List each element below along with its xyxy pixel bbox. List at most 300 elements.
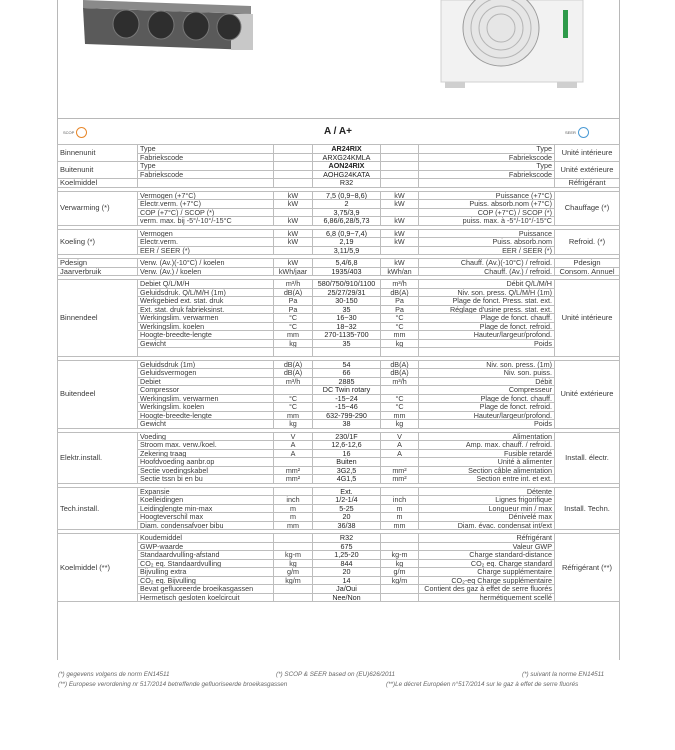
spec-label: Werkingslim. koelen xyxy=(138,403,274,412)
table-row xyxy=(58,208,620,217)
spec-value: ARXG24KMLA xyxy=(313,153,381,162)
table-row xyxy=(58,145,620,154)
spec-unit: m³/h xyxy=(274,280,313,289)
spec-unit: kg-m xyxy=(274,551,313,560)
section-label-fr: Unité intérieure xyxy=(555,145,620,162)
table-row xyxy=(58,179,620,188)
table-row xyxy=(58,542,620,551)
spec-label-fr: Section entre int. et ext. xyxy=(419,475,555,484)
spec-label: GWP-waarde xyxy=(138,542,274,551)
table-row xyxy=(58,411,620,420)
spec-label-fr: Poids xyxy=(419,339,555,348)
spec-label-fr: Diam. évac. condensat int/ext xyxy=(419,521,555,530)
table-row xyxy=(58,559,620,568)
table-row xyxy=(58,394,620,403)
spec-unit: Pa xyxy=(274,305,313,314)
section-label: Buitendeel xyxy=(58,360,138,428)
spec-value: 4G1,5 xyxy=(313,475,381,484)
spec-unit xyxy=(274,585,313,594)
section-label: Koelmiddel (**) xyxy=(58,534,138,602)
table-row xyxy=(58,513,620,522)
spec-unit: inch xyxy=(274,496,313,505)
spec-label: Debiet Q/L/M/H xyxy=(138,280,274,289)
spec-unit: kg xyxy=(274,559,313,568)
spec-unit-fr: dB(A) xyxy=(381,288,419,297)
spec-label: Type xyxy=(138,162,274,171)
spec-value: 36/38 xyxy=(313,521,381,530)
spec-label-fr: Puiss. absorb.nom (+7°C) xyxy=(419,200,555,209)
spec-label: Sectie voedingskabel xyxy=(138,466,274,475)
spec-value: 675 xyxy=(313,542,381,551)
spec-value: 1935/403 xyxy=(313,267,381,276)
spec-value: 35 xyxy=(313,339,381,348)
spec-unit xyxy=(274,542,313,551)
spec-unit xyxy=(274,348,313,357)
spec-label: CO₂ eq. Standaardvulling xyxy=(138,559,274,568)
spec-value: 1,25-20 xyxy=(313,551,381,560)
table-row xyxy=(58,162,620,171)
spec-label: COP (+7°C) / SCOP (*) xyxy=(138,208,274,217)
spec-unit-fr xyxy=(381,487,419,496)
footnote-nl-1: (*) gegevens volgens de norm EN14511 xyxy=(58,671,170,678)
spec-label-fr: hermétiquement scellé xyxy=(419,593,555,602)
spec-value: 14 xyxy=(313,576,381,585)
spec-unit-fr xyxy=(381,348,419,357)
table-row xyxy=(58,238,620,247)
spec-unit-fr: kW xyxy=(381,191,419,200)
spec-label-fr: Type xyxy=(419,162,555,171)
spec-unit xyxy=(274,145,313,154)
section-label: Tech.install. xyxy=(58,487,138,530)
section-label-fr: Refroid. (*) xyxy=(555,229,620,255)
spec-label: Vermogen xyxy=(138,229,274,238)
spec-label: Leidinglengte min-max xyxy=(138,504,274,513)
spec-label-fr xyxy=(419,179,555,188)
spec-label-fr: Section câble alimentation xyxy=(419,466,555,475)
spec-unit: kW xyxy=(274,238,313,247)
table-row xyxy=(58,458,620,467)
section-label: Elektr.install. xyxy=(58,432,138,483)
spec-unit xyxy=(274,246,313,255)
spec-label-fr xyxy=(419,348,555,357)
spec-unit xyxy=(274,153,313,162)
spec-label-fr: Fabriekscode xyxy=(419,170,555,179)
spec-label xyxy=(138,348,274,357)
spec-label-fr: Unité à alimenter xyxy=(419,458,555,467)
spec-label-fr: Compresseur xyxy=(419,386,555,395)
spec-label: Hoogteverschil max xyxy=(138,513,274,522)
table-row xyxy=(58,403,620,412)
section-label: Pdesign xyxy=(58,259,138,268)
spec-label: Fabriekscode xyxy=(138,170,274,179)
spec-unit-fr: m³/h xyxy=(381,377,419,386)
spec-unit: kW xyxy=(274,200,313,209)
spec-value: 16~30 xyxy=(313,314,381,323)
spec-unit-fr: dB(A) xyxy=(381,360,419,369)
spec-label-fr: puiss. max. à -5°/-10°/-15°C xyxy=(419,217,555,226)
spec-label-fr: Niv. son. press. Q/L/M/H (1m) xyxy=(419,288,555,297)
table-row xyxy=(58,297,620,306)
spec-label: Electr.verm. xyxy=(138,238,274,247)
spec-value: 2885 xyxy=(313,377,381,386)
spec-label: Hermetisch gesloten koelcircuit xyxy=(138,593,274,602)
spec-label: Werkingslim. verwarmen xyxy=(138,394,274,403)
spec-value: 66 xyxy=(313,369,381,378)
spec-label xyxy=(138,179,274,188)
spec-unit-fr: mm xyxy=(381,521,419,530)
spec-label-fr: Chauff. (Av.) / refroid. xyxy=(419,267,555,276)
table-row xyxy=(58,521,620,530)
spec-value: 16 xyxy=(313,449,381,458)
section-label-fr: Unité intérieure xyxy=(555,280,620,357)
spec-value: 12,6-12,6 xyxy=(313,441,381,450)
spec-unit xyxy=(274,534,313,543)
spec-unit-fr xyxy=(381,458,419,467)
spec-label: Werkgebied ext. stat. druk xyxy=(138,297,274,306)
section-label: Koeling (*) xyxy=(58,229,138,255)
spec-value: 5-25 xyxy=(313,504,381,513)
spec-label-fr: Niv. son. puiss. xyxy=(419,369,555,378)
table-row xyxy=(58,305,620,314)
spec-unit-fr: inch xyxy=(381,496,419,505)
spec-unit-fr xyxy=(381,170,419,179)
spec-value: 270-1135-700 xyxy=(313,331,381,340)
spec-label-fr: Fabriekscode xyxy=(419,153,555,162)
spec-unit-fr xyxy=(381,153,419,162)
spec-unit-fr: V xyxy=(381,432,419,441)
spec-label-fr: Charge standard-distance xyxy=(419,551,555,560)
section-label-fr: Chauffage (*) xyxy=(555,191,620,225)
spec-unit-fr: kg xyxy=(381,559,419,568)
spec-label: Debiet xyxy=(138,377,274,386)
spec-label-fr: Puiss. absorb.nom xyxy=(419,238,555,247)
spec-value: 632-799-290 xyxy=(313,411,381,420)
spec-unit: dB(A) xyxy=(274,288,313,297)
spec-label-fr: Niv. son. press. (1m) xyxy=(419,360,555,369)
section-label: Binnendeel xyxy=(58,280,138,357)
spec-label: verm. max. bij -5°/-10°/-15°C xyxy=(138,217,274,226)
spec-unit-fr: kW xyxy=(381,238,419,247)
spec-unit-fr: °C xyxy=(381,403,419,412)
spec-unit-fr: kW xyxy=(381,259,419,268)
spec-unit xyxy=(274,386,313,395)
table-row xyxy=(58,191,620,200)
spec-unit-fr xyxy=(381,179,419,188)
spec-unit-fr: kg xyxy=(381,339,419,348)
section-label-fr: Réfrigérant xyxy=(555,179,620,188)
spec-unit: g/m xyxy=(274,568,313,577)
spec-label-fr: Puissance xyxy=(419,229,555,238)
spec-unit-fr xyxy=(381,534,419,543)
spec-unit-fr: m xyxy=(381,513,419,522)
table-row xyxy=(58,170,620,179)
table-row xyxy=(58,246,620,255)
table-row xyxy=(58,487,620,496)
section-label-fr: Install. Techn. xyxy=(555,487,620,530)
footnote-fr-2: (**)Le décret Européen n°517/2014 sur le gaz à effet de serre fluorés xyxy=(386,681,579,688)
spec-value: 5,4/6,8 xyxy=(313,259,381,268)
spec-value: Ext. xyxy=(313,487,381,496)
table-row xyxy=(58,386,620,395)
spec-label-fr: Réfrigérant xyxy=(419,534,555,543)
spec-unit-fr: kW xyxy=(381,217,419,226)
spec-label-fr: Valeur GWP xyxy=(419,542,555,551)
table-row xyxy=(58,322,620,331)
spec-value: 580/750/910/1100 xyxy=(313,280,381,289)
spec-unit: °C xyxy=(274,322,313,331)
spec-unit-fr: kg xyxy=(381,420,419,429)
table-row xyxy=(58,377,620,386)
footnote-fr-1: (*) suivant la norme EN14511 xyxy=(522,671,605,678)
spec-value: Buiten xyxy=(313,458,381,467)
spec-unit-fr: mm xyxy=(381,411,419,420)
spec-value: 18~32 xyxy=(313,322,381,331)
spec-unit: V xyxy=(274,432,313,441)
spec-unit-fr: °C xyxy=(381,322,419,331)
spec-unit: mm xyxy=(274,521,313,530)
spec-label: Type xyxy=(138,145,274,154)
spec-label: Ext. stat. druk fabrieksinst. xyxy=(138,305,274,314)
section-label: Koelmiddel xyxy=(58,179,138,188)
spec-unit-fr: A xyxy=(381,441,419,450)
spec-label-fr: Lignes frigorifique xyxy=(419,496,555,505)
table-row xyxy=(58,593,620,602)
spec-label: Hoogte-breedte-lengte xyxy=(138,411,274,420)
seer-logo: SEER xyxy=(565,127,589,138)
section-label-fr: Consom. Annuel xyxy=(555,267,620,276)
spec-unit: kg xyxy=(274,420,313,429)
spec-value: 20 xyxy=(313,568,381,577)
table-row xyxy=(58,551,620,560)
table-row xyxy=(58,441,620,450)
spec-value: -15~24 xyxy=(313,394,381,403)
scop-logo: SCOP xyxy=(63,127,87,138)
spec-label: Geluidsdruk (1m) xyxy=(138,360,274,369)
spec-unit: kW xyxy=(274,259,313,268)
table-row xyxy=(58,420,620,429)
spec-unit: mm xyxy=(274,411,313,420)
table-row xyxy=(58,280,620,289)
spec-value: 1/2-1/4 xyxy=(313,496,381,505)
spec-unit-fr: Pa xyxy=(381,305,419,314)
spec-label-fr: Débit xyxy=(419,377,555,386)
spec-unit: °C xyxy=(274,394,313,403)
spec-value: 844 xyxy=(313,559,381,568)
table-row xyxy=(58,534,620,543)
spec-label: Koelleidingen xyxy=(138,496,274,505)
spec-unit-fr: g/m xyxy=(381,568,419,577)
spec-label-fr: CO₂ eq. Charge standard xyxy=(419,559,555,568)
table-row xyxy=(58,449,620,458)
spec-label-fr: Plage de fonct. refroid. xyxy=(419,403,555,412)
seer-icon xyxy=(578,127,589,138)
spec-value: 54 xyxy=(313,360,381,369)
table-row xyxy=(58,475,620,484)
spec-unit-fr: kg/m xyxy=(381,576,419,585)
section-label-fr: Install. électr. xyxy=(555,432,620,483)
spec-unit-fr xyxy=(381,145,419,154)
spec-unit: m xyxy=(274,504,313,513)
section-label: Jaarverbruik xyxy=(58,267,138,276)
spec-label-fr: Détente xyxy=(419,487,555,496)
spec-label-fr: Amp. max. chauff. / refroid. xyxy=(419,441,555,450)
spec-value: 2 xyxy=(313,200,381,209)
spec-label: Gewicht xyxy=(138,420,274,429)
spec-value: 2,19 xyxy=(313,238,381,247)
table-row xyxy=(58,267,620,276)
spec-unit: °C xyxy=(274,314,313,323)
spec-unit-fr: °C xyxy=(381,394,419,403)
spec-unit: mm² xyxy=(274,475,313,484)
spec-label-fr: Plage de fonct. Press. stat. ext. xyxy=(419,297,555,306)
spec-label: Stroom max. verw./koel. xyxy=(138,441,274,450)
spec-label: Expansie xyxy=(138,487,274,496)
spec-unit: kW xyxy=(274,191,313,200)
table-row xyxy=(58,568,620,577)
spec-label-fr: Débit Q/L/M/H xyxy=(419,280,555,289)
spec-unit: m xyxy=(274,513,313,522)
spec-unit-fr: m xyxy=(381,504,419,513)
spec-unit xyxy=(274,179,313,188)
spec-unit: dB(A) xyxy=(274,360,313,369)
spec-unit xyxy=(274,208,313,217)
spec-unit: °C xyxy=(274,403,313,412)
spec-unit-fr: kW xyxy=(381,200,419,209)
table-row xyxy=(58,339,620,348)
spec-unit xyxy=(274,487,313,496)
table-row xyxy=(58,153,620,162)
spec-value: DC Twin rotary xyxy=(313,386,381,395)
spec-label: Compressor xyxy=(138,386,274,395)
spec-unit-fr: kg-m xyxy=(381,551,419,560)
table-row xyxy=(58,331,620,340)
spec-value: 7,5 (0,9~8,6) xyxy=(313,191,381,200)
spec-label-fr: Charge supplémentaire xyxy=(419,568,555,577)
spec-label-fr: Longueur min / max xyxy=(419,504,555,513)
spec-unit: kW xyxy=(274,229,313,238)
spec-label: CO₂ eq. Bijvulling xyxy=(138,576,274,585)
section-label: Verwarming (*) xyxy=(58,191,138,225)
spec-unit-fr xyxy=(381,593,419,602)
spec-unit-fr: kW xyxy=(381,229,419,238)
spec-value: 3G2,5 xyxy=(313,466,381,475)
spec-label-fr: Fusible retardé xyxy=(419,449,555,458)
spec-value: 35 xyxy=(313,305,381,314)
spec-unit: kWh/jaar xyxy=(274,267,313,276)
spec-value: Ja/Oui xyxy=(313,585,381,594)
outdoor-unit-image xyxy=(439,0,587,88)
spec-label-fr: Type xyxy=(419,145,555,154)
spec-value: AOHG24KATA xyxy=(313,170,381,179)
spec-value: R32 xyxy=(313,179,381,188)
footnote-scop: (*) SCOP & SEER based on (EU)626/2011 xyxy=(276,671,395,678)
spec-value: AR24RIX xyxy=(313,145,381,154)
section-label-fr: Unité extérieure xyxy=(555,360,620,428)
spec-unit: A xyxy=(274,441,313,450)
energy-class-title: A / A+ xyxy=(324,126,352,137)
spec-unit xyxy=(274,170,313,179)
spec-value: 6,86/6,28/5,73 xyxy=(313,217,381,226)
spec-unit-fr xyxy=(381,246,419,255)
spec-value: 30-150 xyxy=(313,297,381,306)
spec-label-fr: Plage de fonct. chauff. xyxy=(419,394,555,403)
table-row xyxy=(58,369,620,378)
table-row xyxy=(58,217,620,226)
spec-label: Geluidsvermogen xyxy=(138,369,274,378)
spec-label-fr: Puissance (+7°C) xyxy=(419,191,555,200)
spec-unit: mm xyxy=(274,331,313,340)
spec-label: Koudemiddel xyxy=(138,534,274,543)
spec-label-fr: Hauteur/largeur/profond. xyxy=(419,411,555,420)
spec-unit-fr: °C xyxy=(381,314,419,323)
spec-unit-fr xyxy=(381,386,419,395)
spec-value: 38 xyxy=(313,420,381,429)
spec-label: EER / SEER (*) xyxy=(138,246,274,255)
spec-unit-fr xyxy=(381,208,419,217)
spec-label-fr: Poids xyxy=(419,420,555,429)
spec-label: Standaardvulling-afstand xyxy=(138,551,274,560)
spec-unit-fr: A xyxy=(381,449,419,458)
spec-unit: kg xyxy=(274,339,313,348)
spec-label: Verw. (Av.) / koelen xyxy=(138,267,274,276)
spec-label: Diam. condensafvoer bibu xyxy=(138,521,274,530)
section-label-fr: Réfrigérant (**) xyxy=(555,534,620,602)
table-row xyxy=(58,200,620,209)
spec-table xyxy=(57,144,620,602)
spec-value: R32 xyxy=(313,534,381,543)
spec-unit-fr: mm² xyxy=(381,475,419,484)
spec-label: Sectie tssn bi en bu xyxy=(138,475,274,484)
spec-label: Werkingslim. verwarmen xyxy=(138,314,274,323)
spec-value: 20 xyxy=(313,513,381,522)
spec-label-fr: Réglage d'usine press. stat. ext. xyxy=(419,305,555,314)
indoor-duct-unit-image xyxy=(81,0,256,55)
spec-unit-fr xyxy=(381,542,419,551)
spec-label-fr: Chauff. (Av.)(-10°C) / refroid. xyxy=(419,259,555,268)
footnote-nl-2: (**) Europese verordening nr 517/2014 betreffende gefluoriseerde broeikasgassen xyxy=(58,681,288,688)
spec-unit-fr: kWh/an xyxy=(381,267,419,276)
spec-label-fr: Plage de fonct. refroid. xyxy=(419,322,555,331)
spec-value: 3,11/5,9 xyxy=(313,246,381,255)
spec-value: 3,75/3,9 xyxy=(313,208,381,217)
spec-label-fr: Dénivelé max xyxy=(419,513,555,522)
table-row xyxy=(58,466,620,475)
spec-label: Geluidsdruk. Q/L/M/H (1m) xyxy=(138,288,274,297)
spec-label: Bijvulling extra xyxy=(138,568,274,577)
spec-label: Hoofdvoeding aanbr.op xyxy=(138,458,274,467)
spec-unit: kg/m xyxy=(274,576,313,585)
spec-label: Zekering traag xyxy=(138,449,274,458)
spec-label-fr: Hauteur/largeur/profond. xyxy=(419,331,555,340)
spec-label: Verw. (Av.)(-10°C) / koelen xyxy=(138,259,274,268)
spec-unit xyxy=(274,593,313,602)
product-images xyxy=(57,0,618,118)
spec-unit xyxy=(274,162,313,171)
table-row xyxy=(58,229,620,238)
spec-unit-fr: dB(A) xyxy=(381,369,419,378)
spec-value xyxy=(313,348,381,357)
spec-label-fr: Contient des gaz à effet de serre fluorés xyxy=(419,585,555,594)
divider xyxy=(57,118,619,119)
spec-unit-fr: Pa xyxy=(381,297,419,306)
spec-unit: mm² xyxy=(274,466,313,475)
section-label-fr: Pdesign xyxy=(555,259,620,268)
spec-label-fr: Alimentation xyxy=(419,432,555,441)
spec-label: Fabriekscode xyxy=(138,153,274,162)
spec-label-fr: EER / SEER (*) xyxy=(419,246,555,255)
spec-unit xyxy=(274,458,313,467)
spec-value: 25/27/29/31 xyxy=(313,288,381,297)
